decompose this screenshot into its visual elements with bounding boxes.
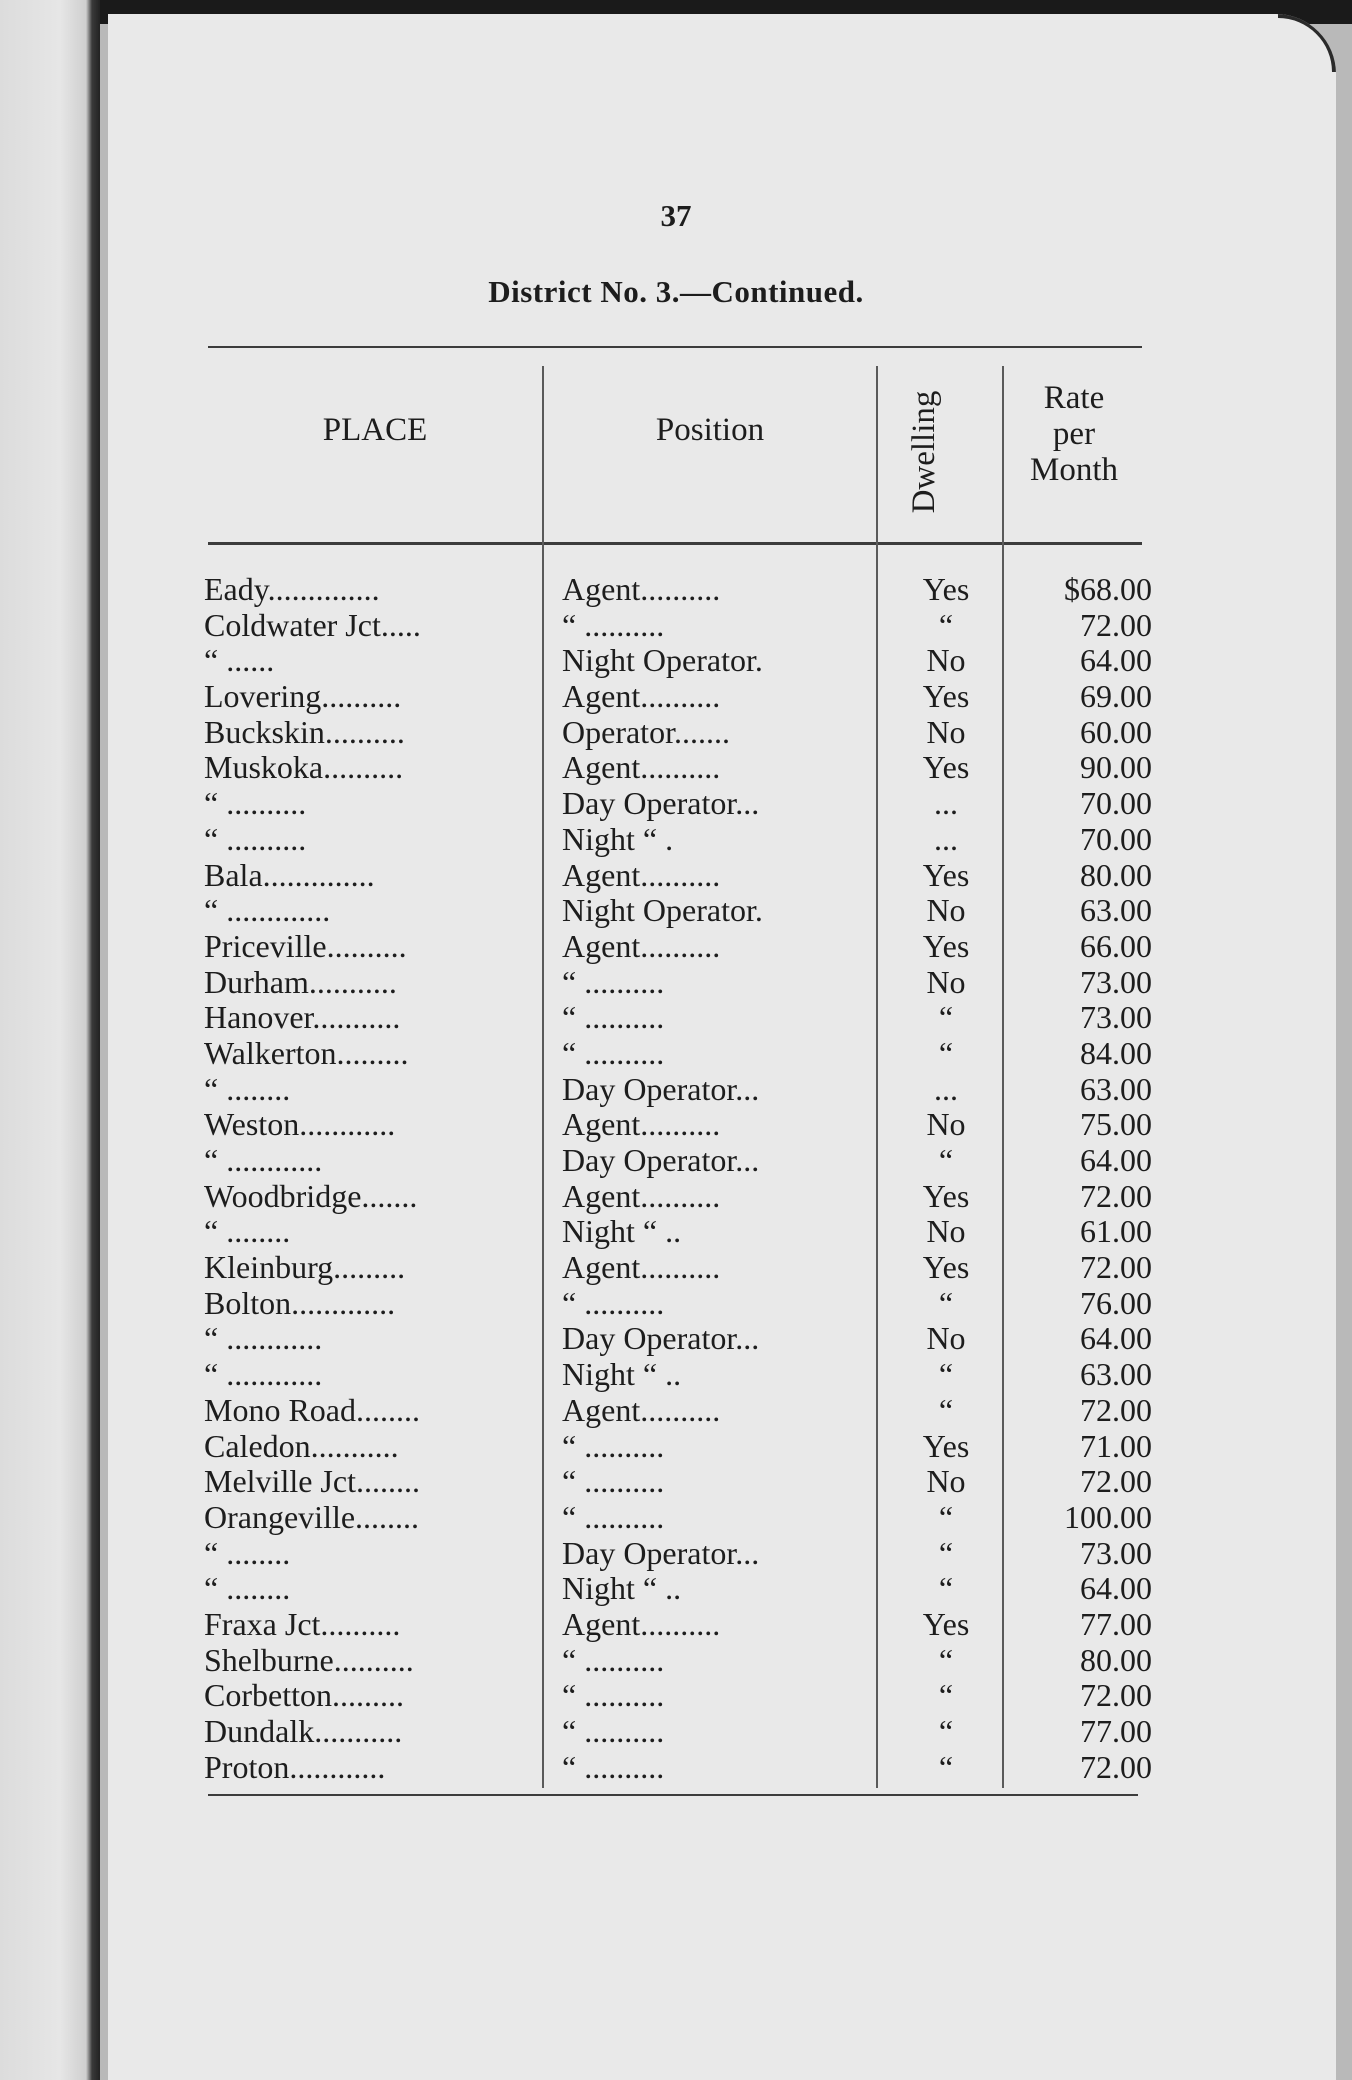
rate-cell: 84.00: [1080, 1035, 1152, 1071]
place-cell: “ .............: [204, 893, 331, 929]
table-row: [108, 1321, 1336, 1357]
table-row: [108, 1179, 1336, 1215]
dwelling-cell: “: [938, 1535, 954, 1571]
rate-cell: 73.00: [1080, 1535, 1152, 1571]
position-cell: Night “ .: [562, 821, 674, 857]
table-row: [108, 1500, 1336, 1536]
position-cell: Agent..........: [562, 1250, 721, 1286]
position-cell: Day Operator...: [562, 1321, 760, 1357]
dwelling-cell: No: [926, 1321, 966, 1357]
place-cell: “ ........: [204, 1214, 291, 1250]
dwelling-cell: “: [938, 1357, 954, 1393]
table-row: [108, 1607, 1336, 1643]
rate-cell: 76.00: [1080, 1285, 1152, 1321]
dwelling-cell: Yes: [922, 857, 970, 893]
rate-cell: 69.00: [1080, 679, 1152, 715]
place-cell: Weston............: [204, 1107, 396, 1143]
place-cell: Walkerton.........: [204, 1035, 409, 1071]
place-cell: Lovering..........: [204, 679, 402, 715]
table-row: [108, 715, 1336, 751]
place-cell: Woodbridge.......: [204, 1178, 418, 1214]
rate-cell: 77.00: [1080, 1714, 1152, 1749]
rate-cell: 64.00: [1080, 1321, 1152, 1357]
rate-cell: 70.00: [1080, 786, 1152, 822]
position-cell: Agent..........: [562, 1392, 721, 1428]
place-cell: Kleinburg.........: [204, 1250, 406, 1286]
header-rate: [1004, 380, 1144, 488]
rate-cell: 80.00: [1080, 857, 1152, 893]
position-cell: Operator.......: [562, 714, 730, 750]
dwelling-cell: Yes: [922, 928, 970, 964]
place-cell: Caledon...........: [204, 1428, 399, 1464]
table-row: [108, 1250, 1336, 1286]
place-cell: “ ..........: [204, 821, 307, 857]
position-cell: Night Operator.: [562, 643, 763, 679]
position-cell: Agent..........: [562, 857, 721, 893]
dwelling-cell: “: [938, 1678, 954, 1714]
dwelling-cell: “: [938, 1571, 954, 1607]
place-cell: “ ............: [204, 1321, 323, 1357]
position-cell: Night Operator.: [562, 893, 763, 929]
rate-cell: 72.00: [1080, 1392, 1152, 1428]
rate-cell: 72.00: [1080, 1749, 1152, 1785]
dwelling-cell: “: [938, 1749, 954, 1785]
position-cell: Agent..........: [562, 1107, 721, 1143]
place-cell: “ ..........: [204, 786, 307, 822]
position-cell: “ ..........: [562, 1714, 665, 1749]
rate-cell: 64.00: [1080, 1143, 1152, 1178]
place-cell: Muskoka..........: [204, 750, 404, 786]
header-position: Position: [655, 412, 765, 448]
position-cell: Night “ ..: [562, 1214, 682, 1250]
position-cell: “ ..........: [562, 1464, 665, 1500]
place-cell: Orangeville........: [204, 1499, 420, 1535]
dwelling-cell: No: [926, 893, 966, 929]
place-cell: Hanover...........: [204, 1000, 401, 1036]
table-row: [108, 1000, 1336, 1036]
position-cell: Agent..........: [562, 1606, 721, 1642]
dwelling-cell: ...: [934, 1071, 958, 1107]
table-row: [108, 1750, 1336, 1786]
place-cell: Coldwater Jct.....: [204, 607, 421, 643]
table-row: [108, 1464, 1336, 1500]
place-cell: Melville Jct........: [204, 1464, 420, 1500]
place-cell: “ ........: [204, 1071, 291, 1107]
rate-cell: 63.00: [1080, 1071, 1152, 1107]
table-bottom-rule: [208, 1794, 1138, 1796]
table-row: [108, 858, 1336, 894]
header-rate-line1: Rate: [1043, 380, 1105, 416]
place-cell: “ ........: [204, 1571, 291, 1607]
place-cell: Bolton.............: [204, 1285, 396, 1321]
position-cell: Agent..........: [562, 1178, 721, 1214]
place-cell: “ ............: [204, 1357, 323, 1393]
rate-cell: 72.00: [1080, 607, 1152, 643]
position-cell: “ ..........: [562, 1285, 665, 1321]
table-top-rule: [208, 346, 1142, 348]
dwelling-cell: Yes: [922, 1606, 970, 1642]
place-cell: Bala..............: [204, 857, 375, 893]
rate-cell: 72.00: [1080, 1678, 1152, 1714]
position-cell: Agent..........: [562, 750, 721, 786]
position-cell: “ ..........: [562, 1678, 665, 1714]
table-row: [108, 608, 1336, 644]
place-cell: Durham...........: [204, 964, 397, 1000]
table-row: [108, 1429, 1336, 1465]
position-cell: Agent..........: [562, 928, 721, 964]
rate-cell: 63.00: [1080, 893, 1152, 929]
table-row: [108, 929, 1336, 965]
table-row: [108, 643, 1336, 679]
position-cell: Night “ ..: [562, 1571, 682, 1607]
dwelling-cell: No: [926, 964, 966, 1000]
facing-page-edge: [0, 0, 100, 2080]
place-cell: “ ......: [204, 643, 275, 679]
place-cell: Shelburne..........: [204, 1642, 414, 1678]
book-page: [108, 14, 1336, 2080]
dwelling-cell: “: [938, 1642, 954, 1678]
table-row: [108, 965, 1336, 1001]
place-cell: Mono Road........: [204, 1392, 420, 1428]
rate-cell: 72.00: [1080, 1178, 1152, 1214]
dwelling-cell: Yes: [922, 750, 970, 786]
rate-cell: 72.00: [1080, 1250, 1152, 1286]
position-cell: “ ..........: [562, 1642, 665, 1678]
place-cell: Priceville..........: [204, 928, 407, 964]
dwelling-cell: No: [926, 714, 966, 750]
place-cell: Dundalk...........: [204, 1714, 403, 1749]
position-cell: “ ..........: [562, 964, 665, 1000]
table-row: [108, 1393, 1336, 1429]
dwelling-cell: Yes: [922, 1250, 970, 1286]
rate-cell: 80.00: [1080, 1642, 1152, 1678]
table-row: [108, 1107, 1336, 1143]
rate-cell: 71.00: [1080, 1428, 1152, 1464]
position-cell: “ ..........: [562, 1428, 665, 1464]
position-cell: Day Operator...: [562, 1071, 760, 1107]
dwelling-cell: “: [938, 607, 954, 643]
rate-cell: 60.00: [1080, 714, 1152, 750]
table-row: [108, 1072, 1336, 1108]
page-title: District No. 3.—Continued.: [488, 274, 864, 309]
dwelling-cell: Yes: [922, 1178, 970, 1214]
table-row: [108, 1286, 1336, 1322]
position-cell: Agent..........: [562, 572, 721, 607]
dwelling-cell: “: [938, 1285, 954, 1321]
rate-cell: 100.00: [1064, 1499, 1152, 1535]
table-row: [108, 786, 1336, 822]
rate-cell: 73.00: [1080, 964, 1152, 1000]
dwelling-cell: Yes: [922, 679, 970, 715]
rate-cell: 66.00: [1080, 928, 1152, 964]
rate-cell: $68.00: [1064, 572, 1152, 607]
dwelling-cell: “: [938, 1143, 954, 1178]
rate-cell: 64.00: [1080, 1571, 1152, 1607]
table-row: [108, 1678, 1336, 1714]
table-row: [108, 1714, 1336, 1750]
position-cell: “ ..........: [562, 1035, 665, 1071]
dwelling-cell: Yes: [922, 572, 970, 607]
page-number: 37: [660, 198, 692, 233]
position-cell: “ ..........: [562, 607, 665, 643]
position-cell: Agent..........: [562, 679, 721, 715]
dwelling-cell: “: [938, 1035, 954, 1071]
position-cell: “ ..........: [562, 1000, 665, 1036]
table-row: [108, 1214, 1336, 1250]
table-row: [108, 1143, 1336, 1179]
rate-cell: 75.00: [1080, 1107, 1152, 1143]
table-row: [108, 893, 1336, 929]
position-cell: Day Operator...: [562, 1535, 760, 1571]
table-row: [108, 1036, 1336, 1072]
rate-cell: 73.00: [1080, 1000, 1152, 1036]
place-cell: “ ........: [204, 1535, 291, 1571]
dwelling-cell: Yes: [922, 1428, 970, 1464]
position-cell: “ ..........: [562, 1749, 665, 1785]
dwelling-cell: No: [926, 1464, 966, 1500]
place-cell: Buckskin..........: [204, 714, 405, 750]
table-row: [108, 572, 1336, 608]
place-cell: “ ............: [204, 1143, 323, 1178]
table-row: [108, 750, 1336, 786]
header-place: PLACE: [322, 412, 428, 448]
header-dwelling: Dwelling: [906, 390, 942, 514]
place-cell: Eady..............: [204, 572, 380, 607]
table-row: [108, 1357, 1336, 1393]
table-row: [108, 1536, 1336, 1572]
dwelling-cell: ...: [934, 821, 958, 857]
position-cell: “ ..........: [562, 1499, 665, 1535]
table-row: [108, 1643, 1336, 1679]
rate-cell: 70.00: [1080, 821, 1152, 857]
dwelling-cell: No: [926, 1107, 966, 1143]
rate-cell: 72.00: [1080, 1464, 1152, 1500]
position-cell: Day Operator...: [562, 786, 760, 822]
rate-cell: 61.00: [1080, 1214, 1152, 1250]
place-cell: Proton............: [204, 1749, 386, 1785]
rate-cell: 77.00: [1080, 1606, 1152, 1642]
rate-cell: 63.00: [1080, 1357, 1152, 1393]
rate-cell: 64.00: [1080, 643, 1152, 679]
rate-cell: 90.00: [1080, 750, 1152, 786]
dwelling-cell: No: [926, 1214, 966, 1250]
table-row: [108, 679, 1336, 715]
dwelling-cell: No: [926, 643, 966, 679]
header-rate-line2: per: [1052, 416, 1096, 452]
dwelling-cell: “: [938, 1000, 954, 1036]
table-row: [108, 1571, 1336, 1607]
dwelling-cell: “: [938, 1499, 954, 1535]
position-cell: Night “ ..: [562, 1357, 682, 1393]
table-body: [108, 572, 1336, 1785]
position-cell: Day Operator...: [562, 1143, 760, 1178]
dwelling-cell: “: [938, 1714, 954, 1749]
dwelling-cell: “: [938, 1392, 954, 1428]
header-rate-line3: Month: [1029, 452, 1118, 488]
place-cell: Fraxa Jct..........: [204, 1606, 401, 1642]
dwelling-cell: ...: [934, 786, 958, 822]
table-row: [108, 822, 1336, 858]
place-cell: Corbetton.........: [204, 1678, 404, 1714]
